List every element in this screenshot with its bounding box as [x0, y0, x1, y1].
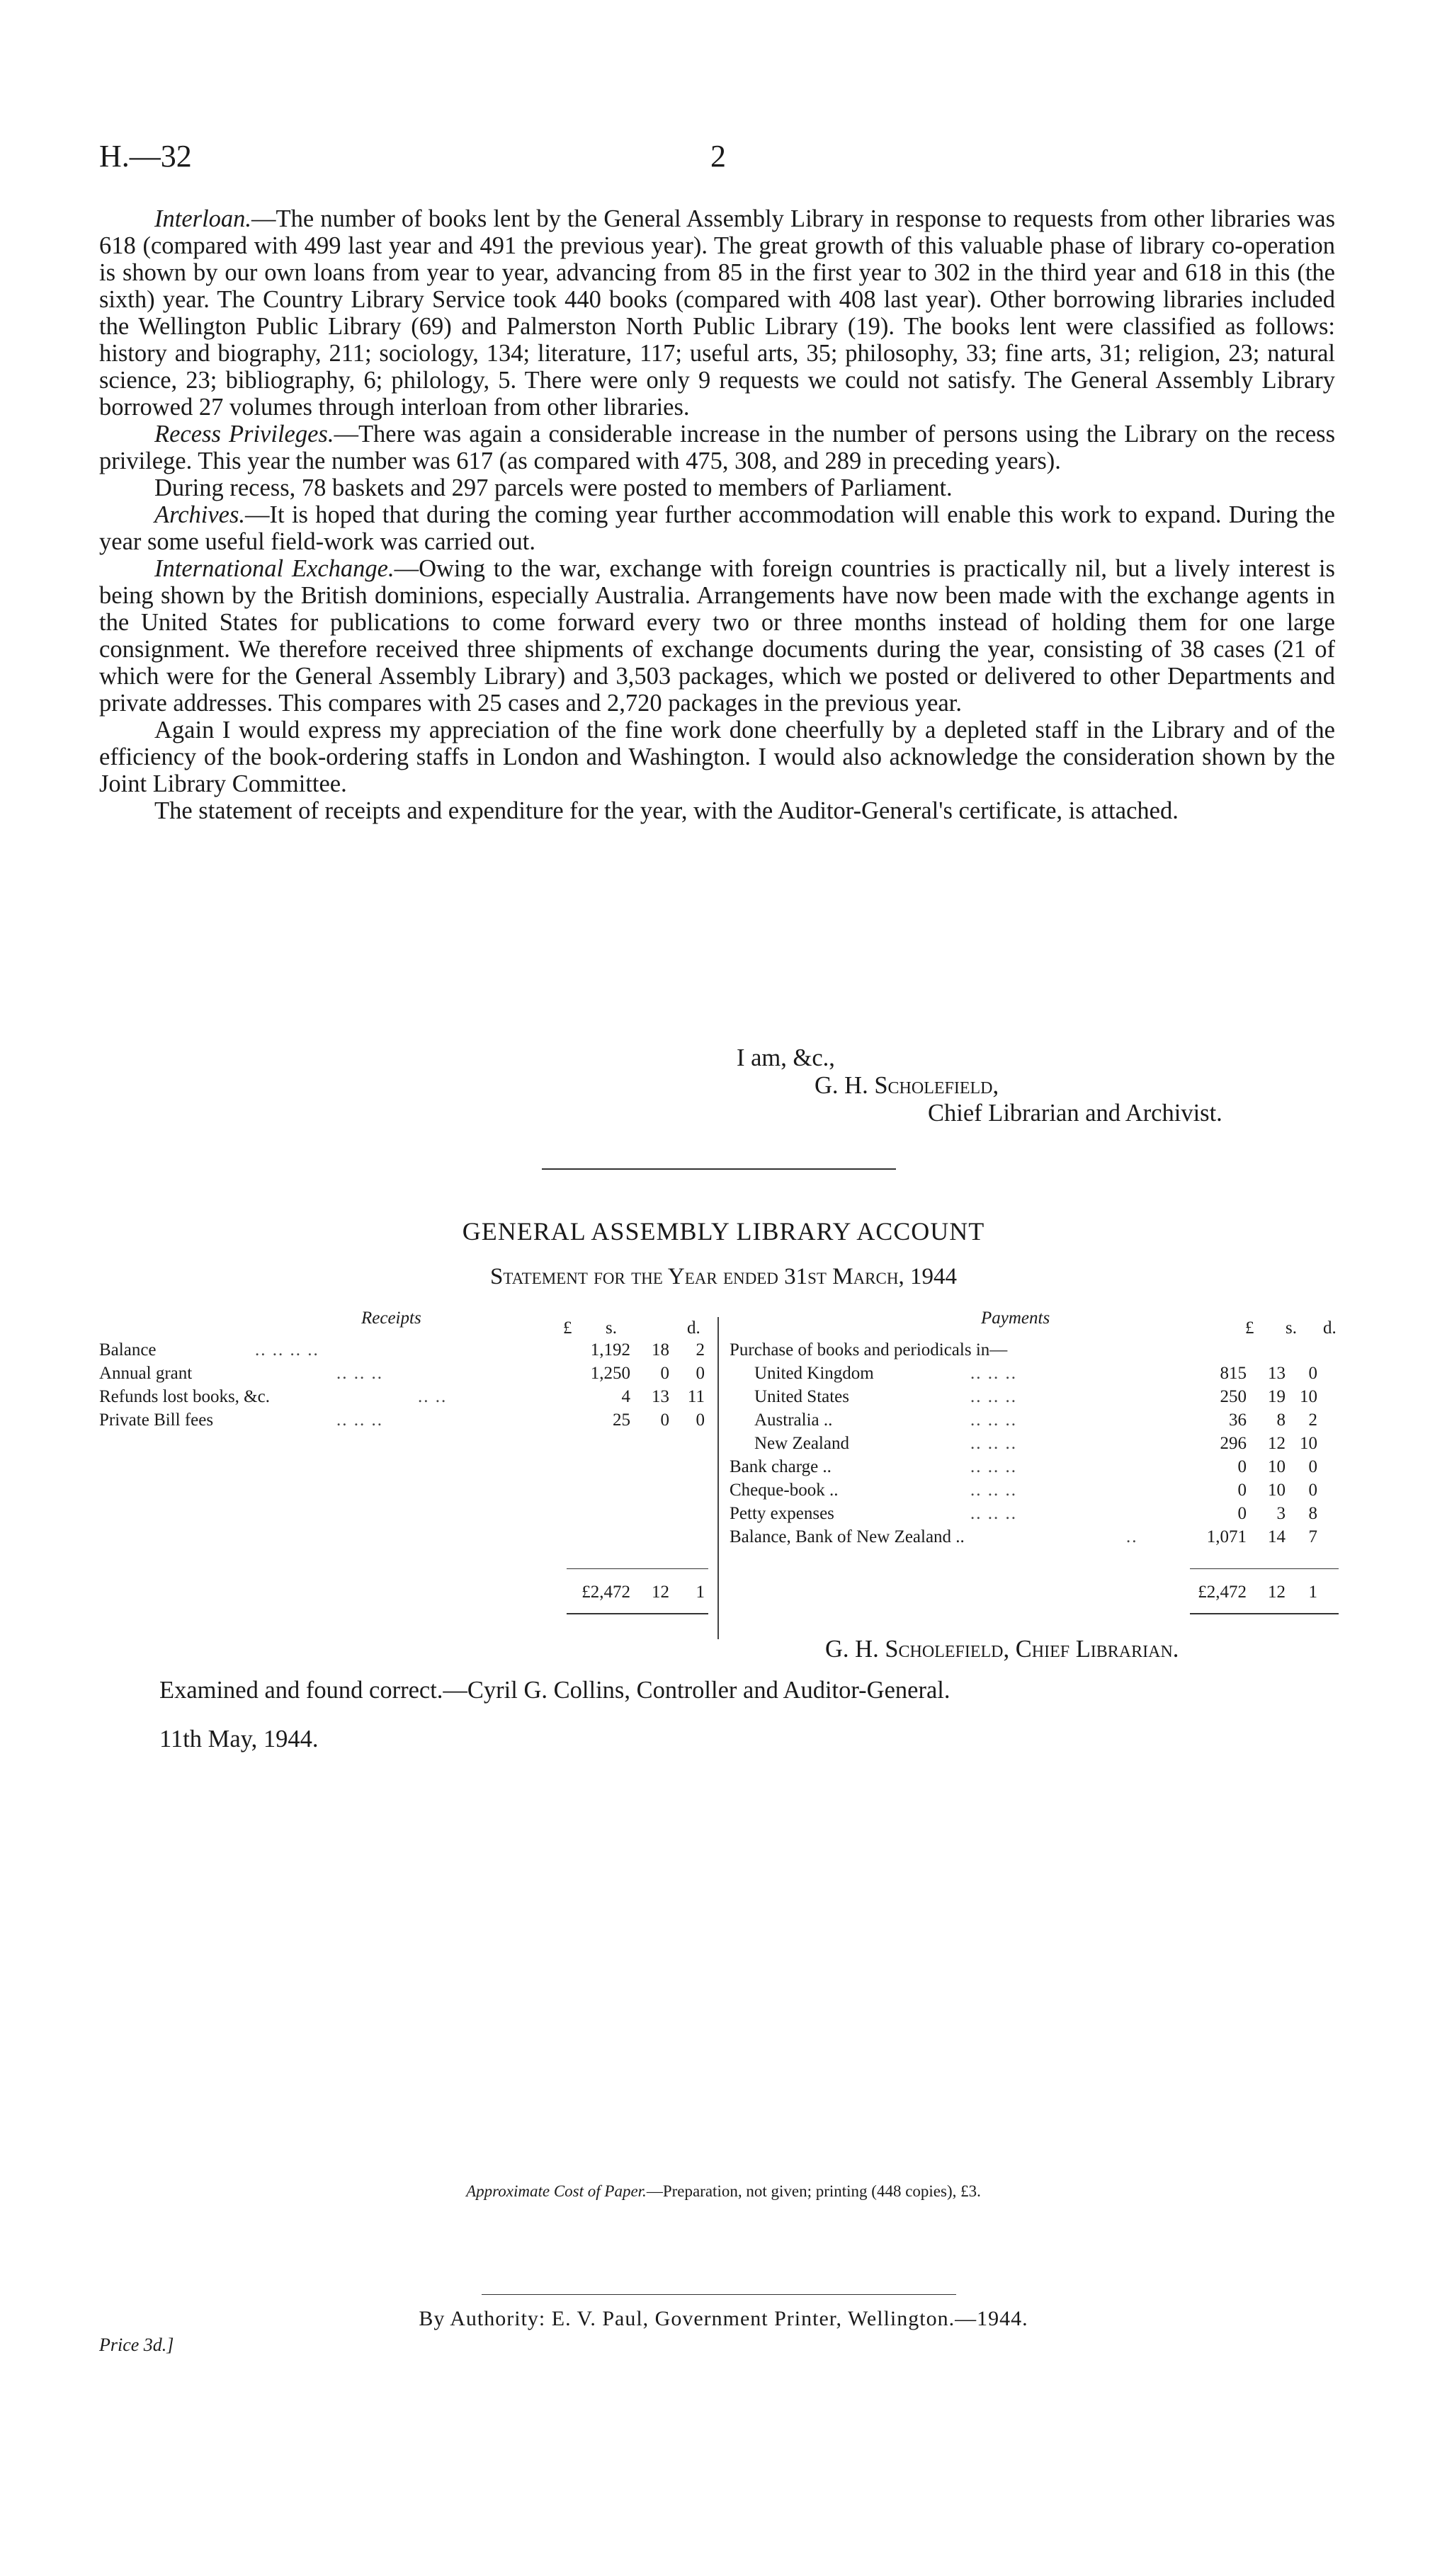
paragraph-interloan: Interloan.—The number of books lent by the General Assembly Library in response to requests from other libraries was 618 (compared with 499 last year and 491 the previous year). The great growth of this valuable phase of library co-operation is shown by our own loans from year to year, advancing from 85 in the first year to 302 in the third year and 618 in this (the sixth) year. The Country Library Service took 440 books (compared with 408 last year). Other borrowing libraries included the Wellington Public Library (69) and Palmerston North Public Library (19). The books lent were classified as follows: history and biography, 211; sociology, 134; literature, 117; useful arts, 35; philosophy, 33; fine arts, 31; religion, 23; natural science, 23; bibliography, 6; philology, 5. There were only 9 requests we could not satisfy. The General Assembly Library borrowed 27 volumes through interloan from other libraries. — [99, 205, 1335, 421]
auditor-certificate: Examined and found correct.—Cyril G. Collins, Controller and Auditor-General. — [159, 1677, 951, 1704]
payments-shillings-header: s. — [1286, 1318, 1297, 1338]
document-reference: H.—32 — [99, 139, 192, 173]
receipts-pounds-header: £ — [563, 1318, 572, 1338]
payments-intro: Purchase of books and periodicals in— — [730, 1340, 1008, 1360]
paragraph-recess-postage: During recess, 78 baskets and 297 parcels were posted to members of Parliament. — [154, 474, 953, 501]
receipts-total-row: £2,472 12 1 — [581, 1583, 705, 1602]
payments-pence-header: d. — [1323, 1318, 1337, 1338]
account-signature: G. H. Scholefield, Chief Librarian. — [825, 1636, 1179, 1663]
page-number: 2 — [710, 139, 726, 173]
receipt-row: Balance .. .. .. .. 1,192 18 2 — [99, 1340, 705, 1360]
payments-subtotal-rule — [1190, 1568, 1339, 1569]
payments-pounds-header: £ — [1245, 1318, 1254, 1338]
certificate-date: 11th May, 1944. — [159, 1726, 319, 1753]
receipt-row: Refunds lost books, &c. .. .. 4 13 11 — [99, 1387, 705, 1406]
closing-line: I am, &c., — [737, 1044, 835, 1071]
payments-total-rule — [1190, 1613, 1339, 1614]
payments-table — [730, 1338, 1346, 1549]
section-divider — [542, 1168, 896, 1170]
signatory-name: G. H. Scholefield, — [815, 1072, 999, 1099]
account-title: GENERAL ASSEMBLY LIBRARY ACCOUNT — [462, 1217, 985, 1246]
receipts-subtotal-rule — [567, 1568, 708, 1569]
report-body — [99, 205, 1335, 824]
paragraph-archives: Archives.—It is hoped that during the coming year further accommodation will enable this work to expand. During the year some useful field-work was carried out. — [99, 501, 1335, 555]
paragraph-international-exchange: International Exchange.—Owing to the war, exchange with foreign countries is practically nil, but a lively interest is being shown by the British dominions, especially Australia. Arrangements have now been made with the exchange agents in the United States for publications to come forward every two or three months instead of holding them for one large consignment. We therefore received three shipments of exchange documents during the year, consisting of 38 cases (21 of which were for the General Assembly Library) and 3,503 packages, which we posted or delivered to other Departments and private addresses. This compares with 25 cases and 2,720 packages in the previous year. — [99, 555, 1335, 717]
payment-row: United States .. .. .. 250 19 10 — [754, 1387, 1317, 1406]
receipt-row: Private Bill fees .. .. .. 25 0 0 — [99, 1410, 705, 1430]
payment-row: Australia .. .. .. .. 36 8 2 — [754, 1410, 1317, 1430]
receipts-heading: Receipts — [361, 1309, 421, 1328]
paragraph-recess-privileges: Recess Privileges.—There was again a considerable increase in the number of persons using the Library on the recess privilege. This year the number was 617 (as compared with 475, 308, and 289 in preceding years). — [99, 421, 1335, 474]
paragraph-statement: The statement of receipts and expenditure for the year, with the Auditor-General's certificate, is attached. — [154, 797, 1179, 824]
payment-row: Bank charge .. .. .. .. 0 10 0 — [730, 1457, 1317, 1476]
payments-total — [730, 1580, 1346, 1604]
receipts-total — [99, 1580, 715, 1604]
payment-row: United Kingdom .. .. .. 815 13 0 — [754, 1364, 1317, 1383]
printer-authority: By Authority: E. V. Paul, Government Printer, Wellington.—1944. — [419, 2307, 1028, 2330]
column-divider — [717, 1317, 719, 1639]
payments-heading: Payments — [981, 1309, 1050, 1328]
payment-row: New Zealand .. .. .. 296 12 10 — [754, 1434, 1317, 1453]
receipts-shillings-header: s. — [606, 1318, 617, 1338]
receipts-table — [99, 1338, 715, 1432]
receipts-total-rule — [567, 1613, 708, 1614]
price-note: Price 3d.] — [99, 2335, 174, 2355]
signatory-role: Chief Librarian and Archivist. — [928, 1100, 1222, 1127]
receipts-pence-header: d. — [687, 1318, 700, 1338]
account-subtitle: Statement for the Year ended 31st March, 1944 — [490, 1264, 957, 1289]
paper-cost-note: Approximate Cost of Paper.—Preparation, not given; printing (448 copies), £3. — [466, 2182, 981, 2200]
payments-total-row: £2,472 12 1 — [1198, 1583, 1317, 1602]
footer-rule — [482, 2294, 956, 2295]
payment-row: Petty expenses .. .. .. 0 3 8 — [730, 1504, 1317, 1523]
receipt-row: Annual grant .. .. .. 1,250 0 0 — [99, 1364, 705, 1383]
paragraph-appreciation: Again I would express my appreciation of the fine work done cheerfully by a depleted staff in the Library and of the efficiency of the book-ordering staffs in London and Washington. I would also acknowledge the consideration shown by the Joint Library Committee. — [99, 717, 1335, 797]
payment-row: Cheque-book .. .. .. .. 0 10 0 — [730, 1481, 1317, 1500]
payment-row: Balance, Bank of New Zealand .. .. 1,071 14 7 — [730, 1527, 1317, 1546]
